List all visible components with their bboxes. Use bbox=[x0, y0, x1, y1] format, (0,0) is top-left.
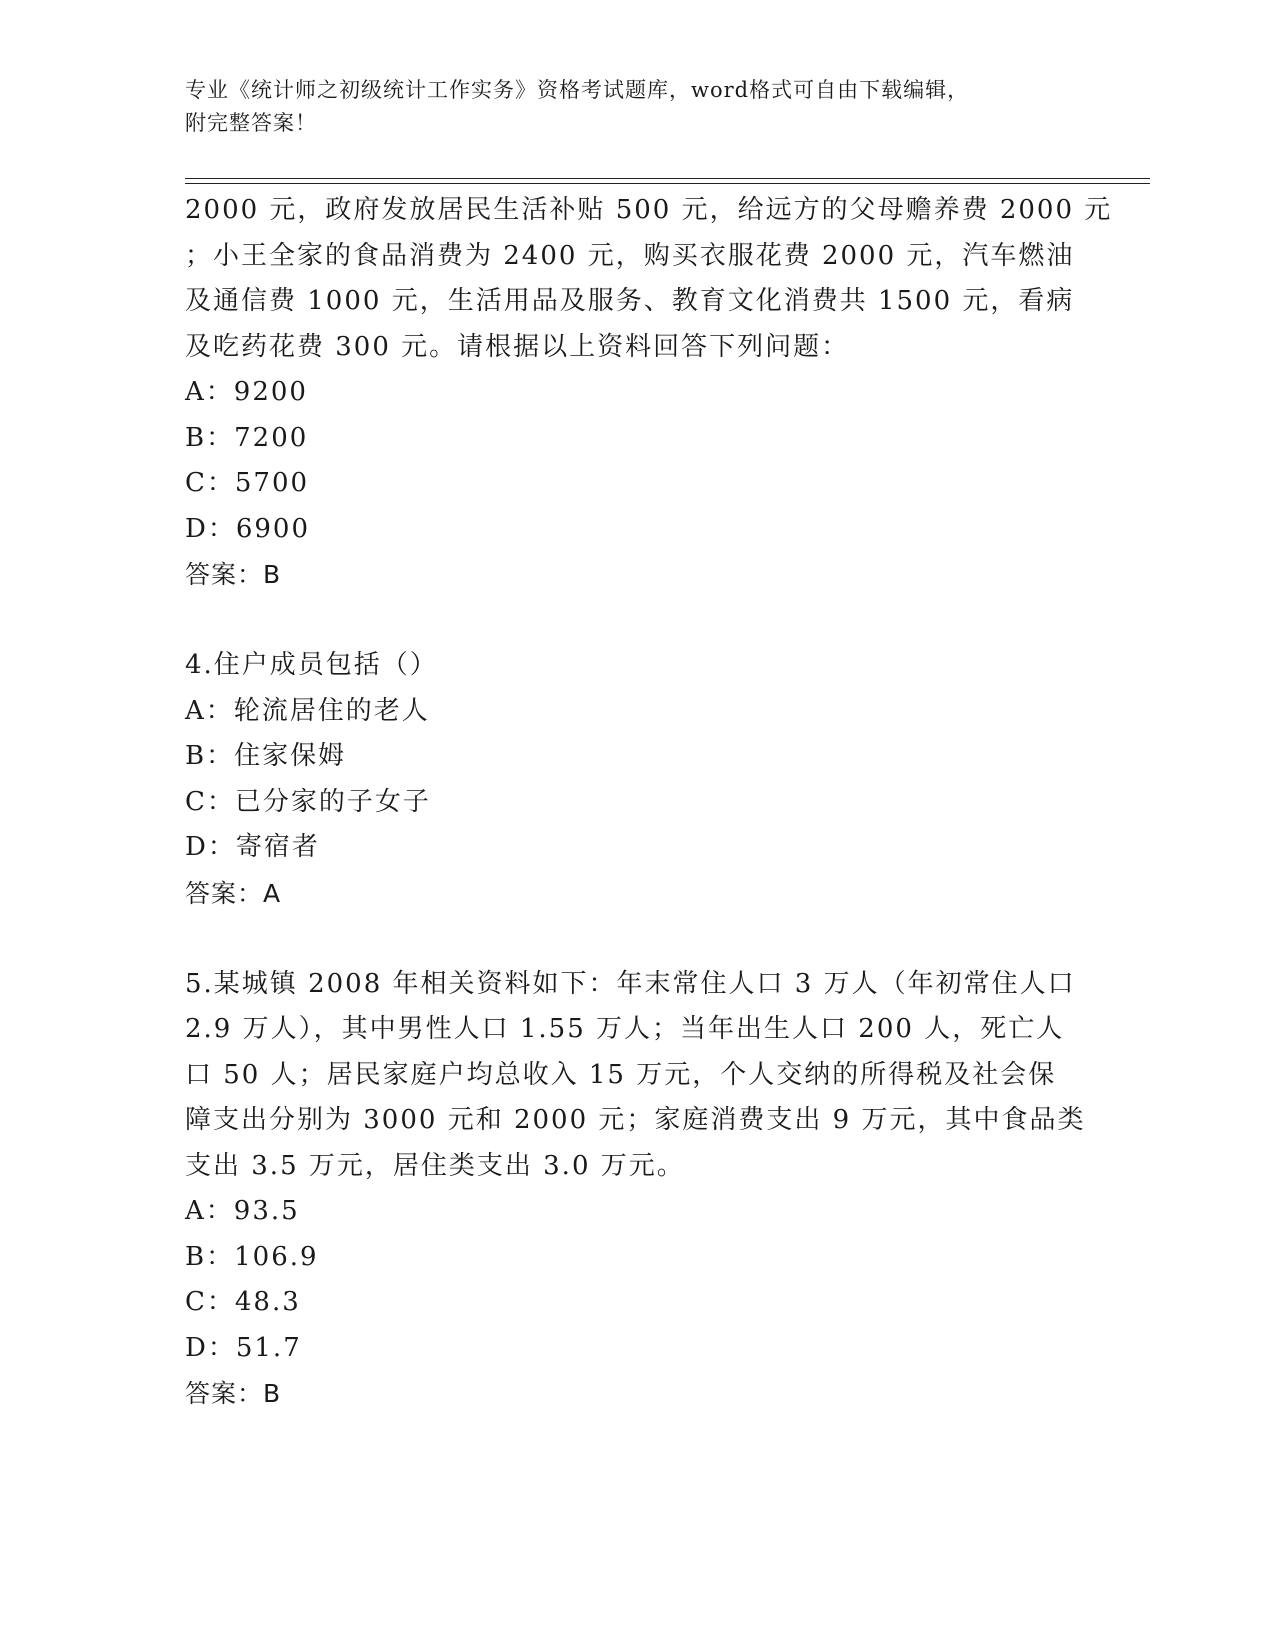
question-text-line: 支出 3.5 万元，居住类支出 3.0 万元。 bbox=[185, 1150, 685, 1181]
option-c: C：5700 bbox=[185, 468, 310, 498]
option-b: B：住家保姆 bbox=[185, 741, 347, 771]
question-text-line: 及通信费 1000 元，生活用品及服务、教育文化消费共 1500 元，看病 bbox=[185, 286, 1075, 316]
option-d: D：51.7 bbox=[185, 1332, 302, 1363]
answer-line: 答案：B bbox=[185, 1379, 282, 1408]
spacer bbox=[185, 598, 1085, 644]
header-line-1: 专业《统计师之初级统计工作实务》资格考试题库，word格式可自由下载编辑， bbox=[185, 78, 970, 102]
question-text-line: 口 50 人；居民家庭户均总收入 15 万元，个人交纳的所得税及社会保 bbox=[185, 1059, 1057, 1090]
spacer bbox=[185, 916, 1085, 962]
question-text-line: 2000 元，政府发放居民生活补贴 500 元，给远方的父母赡养费 2000 元 bbox=[185, 195, 1113, 225]
option-b: B：7200 bbox=[185, 422, 309, 453]
question-text-line: 障支出分别为 3000 元和 2000 元；家庭消费支出 9 万元，其中食品类 bbox=[185, 1105, 1086, 1135]
option-d: D：寄宿者 bbox=[185, 832, 320, 862]
answer-line: 答案：B bbox=[185, 560, 282, 589]
option-c: C：48.3 bbox=[185, 1287, 301, 1317]
question-content bbox=[185, 188, 1113, 1417]
option-a: A：轮流居住的老人 bbox=[185, 695, 430, 726]
question-5-block bbox=[185, 962, 1085, 1417]
header-divider-bottom bbox=[185, 183, 1150, 184]
question-text-line: ；小王全家的食品消费为 2400 元，购买衣服花费 2000 元，汽车燃油 bbox=[185, 240, 1075, 271]
option-a: A：93.5 bbox=[185, 1196, 300, 1226]
option-d: D：6900 bbox=[185, 513, 311, 544]
question-4-block bbox=[185, 643, 1085, 916]
question-text-line: 4.住户成员包括（） bbox=[185, 650, 438, 680]
question-text-line: 5.某城镇 2008 年相关资料如下：年末常住人口 3 万人（年初常住人口 bbox=[185, 968, 1076, 999]
question-text-line: 2.9 万人），其中男性人口 1.55 万人；当年出生人口 200 人，死亡人 bbox=[185, 1014, 1065, 1044]
header-line-2: 附完整答案！ bbox=[185, 111, 317, 135]
option-b: B：106.9 bbox=[185, 1241, 319, 1272]
option-a: A：9200 bbox=[185, 377, 308, 407]
question-text-line: 及吃药花费 300 元。请根据以上资料回答下列问题： bbox=[185, 331, 850, 362]
document-header bbox=[185, 74, 1085, 140]
answer-line: 答案：A bbox=[185, 878, 282, 908]
option-c: C：已分家的子女子 bbox=[185, 786, 431, 817]
header-divider-top bbox=[185, 178, 1150, 179]
question-3-block bbox=[185, 188, 1113, 598]
